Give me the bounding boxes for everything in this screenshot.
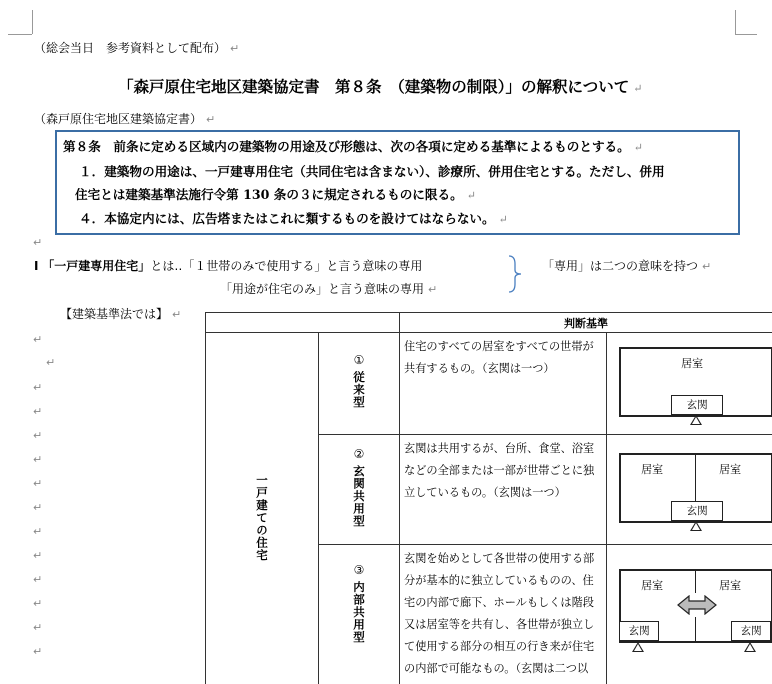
brace-note: 「専用」は二つの意味を持つ ↵ [542, 257, 711, 274]
row-3-room-right: 居室 [719, 577, 741, 593]
row-2-entry-arrow-icon [690, 521, 702, 531]
paragraph-mark: ↵ [46, 356, 55, 369]
paragraph-mark: ↵ [33, 381, 42, 394]
brace-icon [507, 254, 525, 294]
row-3-desc: 玄関を始めとして各世帯の使用する部分が基本的に独立しているものの、住宅の内部で廊下、ホールもしくは階段又は居室等を共有し、各世帯が独立して使用する部分の相互の行き来が住宅の内部で可能なもの。（玄関は二つ以 [400, 545, 607, 684]
paragraph-mark: ↵ [33, 453, 42, 466]
paragraph-mark: ↵ [33, 645, 42, 658]
row-2-num: ② [319, 447, 399, 461]
crop-mark-top-left [8, 34, 32, 35]
article-box [55, 130, 740, 235]
kijun-label: 【建築基準法では】 ↵ [60, 305, 181, 322]
group-label: 一戸建ての住宅 [254, 474, 270, 562]
paragraph-mark: ↵ [33, 525, 42, 538]
group-label-cell [206, 333, 319, 684]
double-arrow-icon [677, 595, 717, 615]
row-2-type-cell [319, 435, 400, 545]
paragraph-mark: ↵ [33, 549, 42, 562]
row-1-room: 居室 [681, 355, 703, 371]
row-3-entrance-right: 玄関 [731, 621, 771, 641]
paragraph-mark: ↵ [33, 236, 42, 249]
paragraph-mark: ↵ [33, 501, 42, 514]
source-label: （森戸原住宅地区建築協定書） ↵ [34, 110, 215, 127]
article-line-4: ４．本協定内には、広告塔またはこれに類するものを設けてはならない。 ↵ [79, 208, 508, 227]
crop-mark-top-right-v [735, 10, 736, 34]
article-line-2: １．建築物の用途は、一戸建専用住宅（共同住宅は含まない）、診療所、併用住宅とする。ただし、併用 [79, 161, 665, 180]
header-note: （総会当日 参考資料として配布） ↵ [34, 39, 239, 56]
row-3-num: ③ [319, 563, 399, 577]
row-2-room-left: 居室 [641, 461, 663, 477]
row-2-entrance: 玄関 [671, 501, 723, 521]
row-3-type-cell [319, 545, 400, 684]
row-3-type: 内部共用型 [351, 581, 367, 644]
paragraph-mark: ↵ [33, 621, 42, 634]
paragraph-mark: ↵ [33, 333, 42, 346]
row-3-partition-bottom [695, 617, 696, 641]
row-3-partition-top [695, 569, 696, 593]
row-3-diagram [607, 545, 772, 684]
row-1-entry-arrow-icon [690, 415, 702, 425]
row-1-entrance: 玄関 [671, 395, 723, 415]
paragraph-mark: ↵ [33, 405, 42, 418]
row-1-type: 従来型 [351, 371, 367, 409]
paragraph-mark: ↵ [33, 477, 42, 490]
row-2-room-right: 居室 [719, 461, 741, 477]
article-line-3: 住宅とは建築基準法施行令第 130 条の３に規定されるものに限る。 ↵ [75, 184, 476, 203]
row-1-diagram [607, 333, 772, 435]
page-title: 「森戸原住宅地区建築協定書 第８条 （建築物の制限）」の解釈について ↵ [118, 75, 642, 97]
crop-mark-top-left-v [32, 10, 33, 34]
article-line-1: 第８条 前条に定める区域内の建築物の用途及び形態は、次の各項に定める基準によるものとする。 ↵ [63, 136, 643, 155]
row-2-diagram [607, 435, 772, 545]
row-3-entrance-left: 玄関 [619, 621, 659, 641]
section-1-line-1: Ⅰ 「一戸建専用住宅」とは‥「１世帯のみで使用する」と言う意味の専用 [34, 257, 422, 274]
row-2-type: 玄関共用型 [351, 465, 367, 528]
row-3-entry-arrow-right-icon [744, 642, 756, 652]
paragraph-mark: ↵ [33, 573, 42, 586]
row-3-room-left: 居室 [641, 577, 663, 593]
paragraph-mark: ↵ [33, 429, 42, 442]
reference-table [205, 312, 772, 684]
row-3-entry-arrow-left-icon [632, 642, 644, 652]
paragraph-mark: ↵ [33, 597, 42, 610]
row-1-num: ① [319, 353, 399, 367]
row-2-desc: 玄関は共用するが、台所、食堂、浴室などの全部または一部が世帯ごとに独立しているもの。（玄関は一つ） [400, 435, 607, 545]
table-header: 判断基準 [400, 313, 772, 333]
row-1-desc: 住宅のすべての居室をすべての世帯が共有するもの。（玄関は一つ） [400, 333, 607, 435]
row-1-type-cell [319, 333, 400, 435]
section-1-line-2: 「用途が住宅のみ」と言う意味の専用 ↵ [220, 280, 437, 297]
crop-mark-top-right [735, 34, 757, 35]
